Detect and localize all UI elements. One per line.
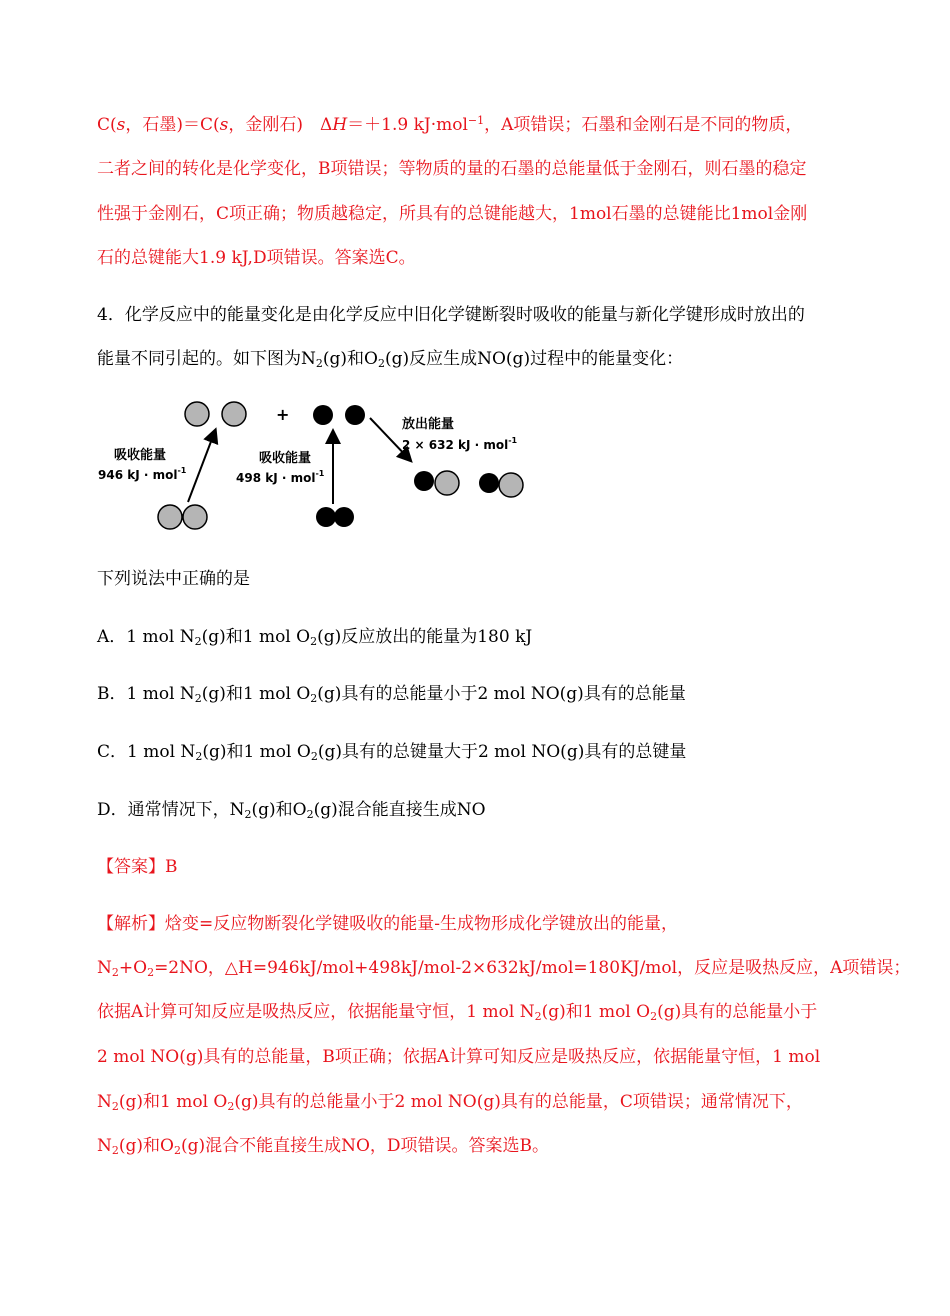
text: (g)和O bbox=[251, 800, 307, 820]
text: (g)反应生成NO(g)过程中的能量变化： bbox=[384, 349, 684, 369]
analysis-line-4: 2 mol NO(g)具有的总能量，B项正确；依据A计算可知反应是吸热反应，依据能量守恒，1 mol bbox=[97, 1047, 821, 1067]
plus-sign: + bbox=[276, 405, 290, 424]
subscript: 2 bbox=[111, 1144, 119, 1157]
superscript: -1 bbox=[177, 466, 187, 475]
prev-explanation-line-1 bbox=[97, 113, 802, 137]
o2-molecule-atom bbox=[316, 507, 336, 527]
absorb-arrow-n2 bbox=[188, 431, 215, 502]
energy-change-figure bbox=[96, 400, 546, 540]
o-atom bbox=[345, 405, 365, 425]
text: (g)和O bbox=[118, 1136, 174, 1156]
absorb-energy-1-value bbox=[98, 466, 187, 482]
text: (g)具有的总能量小于2 mol NO(g)具有的总能量，C项错误；通常情况下， bbox=[234, 1092, 803, 1112]
text: (g)混合能直接生成NO bbox=[313, 800, 486, 820]
text: 2 × 632 kJ · mol bbox=[402, 438, 509, 452]
answer-label: 【答案】 bbox=[97, 857, 165, 877]
superscript: −1 bbox=[467, 114, 485, 127]
text: N bbox=[97, 1136, 112, 1156]
text: 依据A计算可知反应是吸热反应，依据能量守恒，1 mol N bbox=[97, 1002, 535, 1022]
analysis-label: 【解析】 bbox=[97, 914, 165, 934]
text: N bbox=[97, 958, 112, 978]
analysis-line-6 bbox=[97, 1134, 549, 1158]
subscript: 2 bbox=[306, 808, 314, 821]
text: ，石墨)＝C( bbox=[125, 115, 220, 135]
text: (g)具有的总键量大于2 mol NO(g)具有的总键量 bbox=[317, 742, 687, 762]
subscript: 2 bbox=[195, 750, 203, 763]
analysis-line-1 bbox=[97, 912, 678, 936]
question-prompt: 下列说法中正确的是 bbox=[97, 569, 250, 589]
option-d bbox=[97, 798, 486, 822]
o-atom bbox=[313, 405, 333, 425]
text: (g)和1 mol O bbox=[201, 684, 311, 704]
no-molecule-n-atom bbox=[435, 471, 459, 495]
subscript: 2 bbox=[377, 357, 385, 370]
subscript: 2 bbox=[244, 808, 252, 821]
text: (g)和1 mol O bbox=[202, 742, 311, 762]
text: (g)和1 mol O bbox=[541, 1002, 651, 1022]
option-a bbox=[97, 625, 532, 649]
text: A．1 mol N bbox=[97, 627, 195, 647]
no-molecule-n-atom bbox=[499, 473, 523, 497]
subscript: 2 bbox=[534, 1010, 542, 1023]
analysis-line-5 bbox=[97, 1090, 803, 1114]
o2-molecule-atom bbox=[334, 507, 354, 527]
subscript: 2 bbox=[194, 635, 202, 648]
text: s bbox=[116, 115, 126, 135]
text: 498 kJ · mol bbox=[236, 471, 316, 485]
text: H bbox=[332, 115, 348, 135]
n-atom bbox=[222, 402, 246, 426]
absorb-energy-2-value bbox=[236, 469, 325, 485]
subscript: 2 bbox=[194, 692, 202, 705]
text: ＝＋1.9 kJ·mol bbox=[347, 115, 468, 135]
text: 焓变=反应物断裂化学键吸收的能量-生成物形成化学键放出的能量， bbox=[165, 914, 678, 934]
text: C．1 mol N bbox=[97, 742, 196, 762]
subscript: 2 bbox=[310, 750, 318, 763]
subscript: 2 bbox=[111, 1100, 119, 1113]
text: B．1 mol N bbox=[97, 684, 195, 704]
text: D．通常情况下，N bbox=[97, 800, 245, 820]
absorb-energy-1-title: 吸收能量 bbox=[114, 448, 167, 463]
answer-line bbox=[97, 855, 178, 879]
n2-molecule-atom bbox=[158, 505, 182, 529]
subscript: 2 bbox=[315, 357, 323, 370]
text: N bbox=[97, 1092, 112, 1112]
question-stem-line-1: 4．化学反应中的能量变化是由化学反应中旧化学键断裂时吸收的能量与新化学键形成时放出的 bbox=[97, 305, 805, 325]
release-energy-title: 放出能量 bbox=[402, 417, 455, 432]
text: 946 kJ · mol bbox=[98, 468, 178, 482]
text: (g)和1 mol O bbox=[201, 627, 311, 647]
release-energy-value bbox=[402, 436, 518, 452]
text: (g)混合不能直接生成NO，D项错误。答案选B。 bbox=[180, 1136, 550, 1156]
option-b bbox=[97, 682, 686, 706]
text: (g)和1 mol O bbox=[118, 1092, 228, 1112]
analysis-line-2 bbox=[97, 956, 910, 980]
text: =2NO，△H=946kJ/mol+498kJ/mol-2×632kJ/mol=180KJ/mol，反应是吸热反应，A项错误； bbox=[154, 958, 911, 978]
energy-diagram-svg bbox=[96, 400, 546, 540]
text: (g)和O bbox=[322, 349, 378, 369]
option-c bbox=[97, 740, 686, 764]
subscript: 2 bbox=[111, 966, 119, 979]
analysis-line-3 bbox=[97, 1000, 817, 1024]
text: s bbox=[219, 115, 229, 135]
text: ，A项错误；石墨和金刚石是不同的物质， bbox=[484, 115, 803, 135]
subscript: 2 bbox=[147, 966, 155, 979]
subscript: 2 bbox=[173, 1144, 181, 1157]
text: +O bbox=[118, 958, 148, 978]
answer-value: B bbox=[165, 857, 178, 877]
subscript: 2 bbox=[650, 1010, 658, 1023]
absorb-energy-2-title: 吸收能量 bbox=[259, 451, 312, 466]
text: (g)具有的总能量小于2 mol NO(g)具有的总能量 bbox=[317, 684, 686, 704]
superscript: -1 bbox=[508, 436, 518, 445]
text: (g)具有的总能量小于 bbox=[657, 1002, 818, 1022]
subscript: 2 bbox=[310, 635, 318, 648]
no-molecule-o-atom bbox=[479, 473, 499, 493]
subscript: 2 bbox=[310, 692, 318, 705]
subscript: 2 bbox=[227, 1100, 235, 1113]
text: 能量不同引起的。如下图为N bbox=[97, 349, 316, 369]
n-atom bbox=[185, 402, 209, 426]
prev-explanation-line-4: 石的总键能大1.9 kJ,D项错误。答案选C。 bbox=[97, 248, 416, 268]
text: C( bbox=[97, 115, 117, 135]
n2-molecule-atom bbox=[183, 505, 207, 529]
superscript: -1 bbox=[315, 469, 325, 478]
no-molecule-o-atom bbox=[414, 471, 434, 491]
question-stem-line-2 bbox=[97, 347, 683, 371]
prev-explanation-line-3: 性强于金刚石，C项正确；物质越稳定，所具有的总键能越大，1mol石墨的总键能比1mol金刚 bbox=[97, 204, 808, 224]
prev-explanation-line-2: 二者之间的转化是化学变化，B项错误；等物质的量的石墨的总能量低于金刚石，则石墨的稳定 bbox=[97, 159, 807, 179]
text: ，金刚石) Δ bbox=[228, 115, 333, 135]
text: (g)反应放出的能量为180 kJ bbox=[317, 627, 533, 647]
